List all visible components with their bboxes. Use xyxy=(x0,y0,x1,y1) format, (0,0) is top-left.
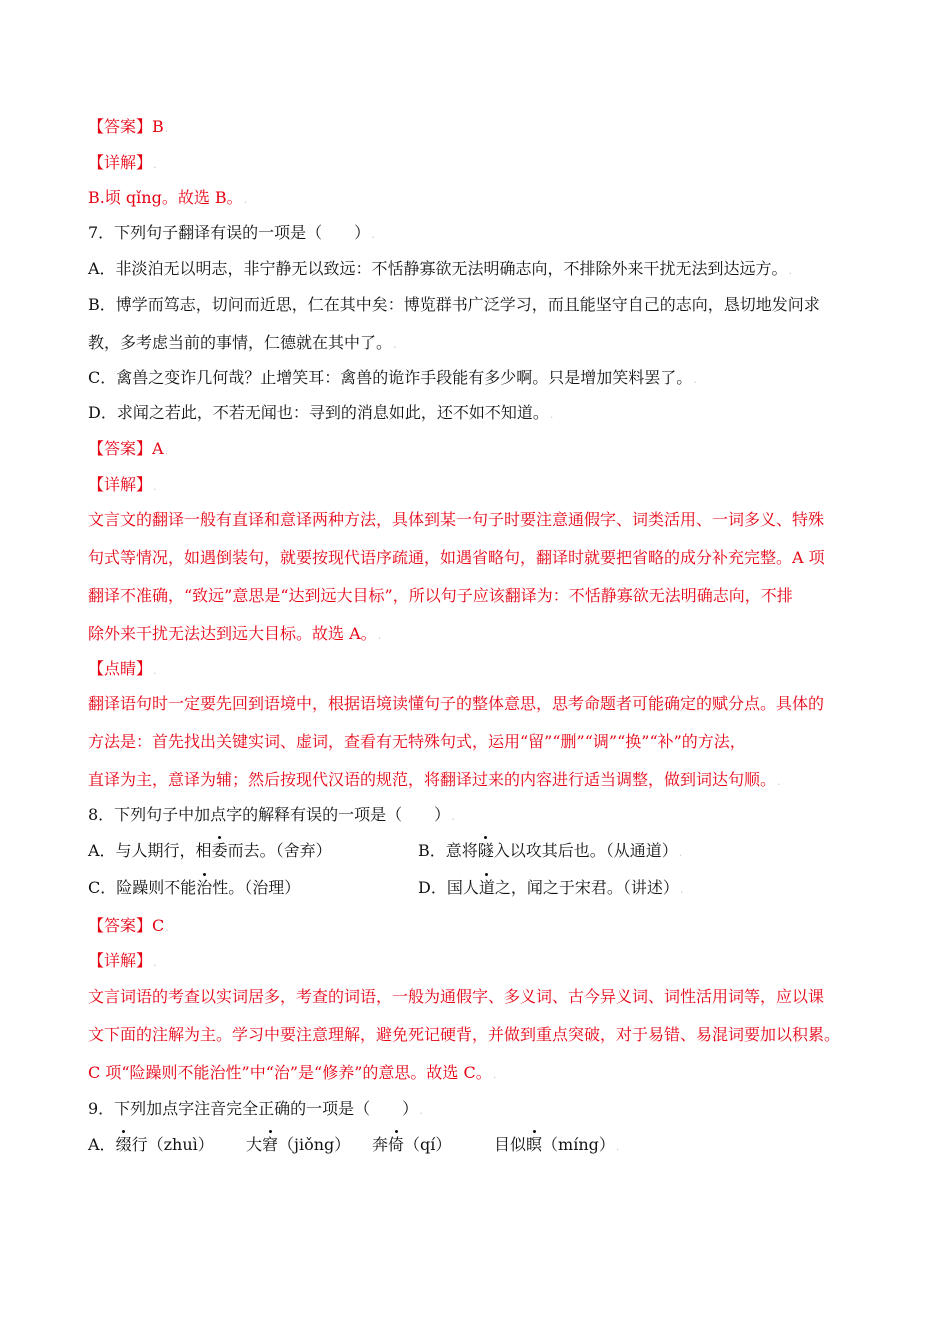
option-label: A． xyxy=(88,1135,116,1154)
answer-label: 【答案】 xyxy=(88,439,153,458)
detail-label: 【详解】 xyxy=(88,475,153,494)
dotted-char: 缀 xyxy=(115,1135,132,1154)
detail-text: 翻译不准确，“致远”意思是“达到远大目标”，所以句子应该翻译为：不恬静寡欲无法明确志向，不排 xyxy=(88,586,793,605)
q8-stem: 8．下列句子中加点字的解释有误的一项是（ ）. xyxy=(88,805,455,824)
question-text: 8．下列句子中加点字的解释有误的一项是（ ） xyxy=(88,805,451,824)
option-text: B．意将 xyxy=(418,841,478,860)
option-text: 入以攻其后也。（从通道） xyxy=(493,841,678,860)
dotted-char: 倚 xyxy=(388,1135,405,1154)
q7-option-a: A．非淡泊无以明志，非宁静无以致远：不恬静寡欲无法明确志向，不排除外来干扰无法到达远方。. xyxy=(88,259,793,278)
answer-label: 【答案】 xyxy=(88,916,153,935)
dotted-char: 治 xyxy=(196,878,213,897)
q8-detail-line: C 项“险躁则不能治性”中“治”是“修养”的意思。故选 C。. xyxy=(88,1063,497,1082)
dotted-char: 瞑 xyxy=(526,1135,543,1154)
q7-detail-line xyxy=(88,585,793,607)
tip-text: 方法是：首先找出关键实词、虚词，查看有无特殊句式，运用“留”“删”“调”“换”“补”的方法， xyxy=(88,732,746,751)
detail-text: B.顷 qǐng。故选 B。 xyxy=(88,188,243,207)
q7-tip-line xyxy=(88,731,746,753)
q9-option-a-word3 xyxy=(372,1134,451,1156)
answer-value: B xyxy=(152,117,164,136)
q9-option-a-word2 xyxy=(246,1134,350,1156)
q7-detail-label: 【详解】. xyxy=(88,475,157,494)
option-text: C．禽兽之变诈几何哉？止增笑耳：禽兽的诡诈手段能有多少啊。只是增加笑料罢了。 xyxy=(88,368,693,387)
q7-tip-line xyxy=(88,693,824,715)
option-text: 性。（治理） xyxy=(212,878,301,897)
q7-option-b-line2: 教，多考虑当前的事情，仁德就在其中了。. xyxy=(88,333,397,352)
option-text: D．国人 xyxy=(418,878,479,897)
question-text: 7．下列句子翻译有误的一项是（ ） xyxy=(88,223,371,242)
detail-text: 文下面的注解为主。学习中要注意理解，避免死记硬背，并做到重点突破，对于易错、易混词要加以积累。 xyxy=(88,1025,841,1044)
option-text: A．与人期行，相 xyxy=(88,841,212,860)
answer-value: C xyxy=(152,916,165,935)
option-text: （jiǒng） xyxy=(278,1135,351,1154)
q7-tip-line: 直译为主，意译为辅；然后按现代汉语的规范，将翻译过来的内容进行适当调整，做到词达句顺。. xyxy=(88,770,781,789)
q7-detail-line xyxy=(88,509,824,531)
q7-stem: 7．下列句子翻译有误的一项是（ ）. xyxy=(88,223,375,242)
detail-label: 【详解】 xyxy=(88,951,153,970)
option-text: A．非淡泊无以明志，非宁静无以致远：不恬静寡欲无法明确志向，不排除外来干扰无法到达远方。 xyxy=(88,259,788,278)
q8-detail-line xyxy=(88,986,824,1008)
q8-option-c xyxy=(88,877,300,899)
q8-detail-label: 【详解】. xyxy=(88,951,157,970)
q6-detail: B.顷 qǐng。故选 B。. xyxy=(88,188,248,207)
q9-option-a-word4: 目似瞑（míng）. xyxy=(494,1135,620,1154)
tip-text: 翻译语句时一定要先回到语境中，根据语境读懂句子的整体意思，思考命题者可能确定的赋分点。具体的 xyxy=(88,694,825,713)
dotted-char: 道 xyxy=(478,878,495,897)
q7-detail-line xyxy=(88,547,825,569)
q7-answer: 【答案】A. xyxy=(88,439,169,458)
dotted-char: 窘 xyxy=(262,1135,279,1154)
tip-label: 【点睛】 xyxy=(88,659,153,678)
option-text: 之，闻之于宋君。（讲述） xyxy=(494,878,679,897)
option-text: D．求闻之若此，不若无闻也：寻到的消息如此，还不如不知道。 xyxy=(88,403,549,422)
option-text: 而去。（舍弃） xyxy=(227,841,332,860)
q8-option-a xyxy=(88,840,332,862)
q8-detail-line xyxy=(88,1024,840,1046)
option-text: 大 xyxy=(246,1135,263,1154)
option-text: C．险躁则不能 xyxy=(88,878,197,897)
q7-option-d: D．求闻之若此，不若无闻也：寻到的消息如此，还不如不知道。. xyxy=(88,403,554,422)
q6-answer: 【答案】B. xyxy=(88,117,169,136)
q7-option-b-line1 xyxy=(88,294,820,316)
option-text: （qí） xyxy=(404,1135,452,1154)
answer-label: 【答案】 xyxy=(88,117,153,136)
detail-text: 文言词语的考查以实词居多，考查的词语，一般为通假字、多义词、古今异义词、词性活用词等，应以课 xyxy=(88,987,825,1006)
dotted-char: 委 xyxy=(211,841,228,860)
question-text: 9．下列加点字注音完全正确的一项是（ ） xyxy=(88,1099,419,1118)
q6-detail-label: 【详解】. xyxy=(88,153,157,172)
answer-value: A xyxy=(152,439,164,458)
q7-tip-label: 【点睛】. xyxy=(88,659,157,678)
q7-detail-line: 除外来干扰无法达到远大目标。故选 A。. xyxy=(88,624,382,643)
detail-text: 句式等情况，如遇倒装句，就要按现代语序疏通，如遇省略句，翻译时就要把省略的成分补充完整。A 项 xyxy=(88,548,825,567)
detail-text: 除外来干扰无法达到远大目标。故选 A。 xyxy=(88,624,377,643)
option-text: （míng） xyxy=(542,1135,615,1154)
q9-stem: 9．下列加点字注音完全正确的一项是（ ）. xyxy=(88,1099,423,1118)
q8-option-b: B．意将隧入以攻其后也。（从通道）. xyxy=(418,841,683,860)
detail-text: 文言文的翻译一般有直译和意译两种方法，具体到某一句子时要注意通假字、词类活用、一词多义、特殊 xyxy=(88,510,825,529)
detail-label: 【详解】 xyxy=(88,153,153,172)
option-text: B．博学而笃志，切问而近思，仁在其中矣：博览群书广泛学习，而且能坚守自己的志向，恳切地发问求 xyxy=(88,295,820,314)
tip-text: 直译为主，意译为辅；然后按现代汉语的规范，将翻译过来的内容进行适当调整，做到词达句顺。 xyxy=(88,770,777,789)
option-text: 行（zhuì） xyxy=(131,1135,214,1154)
dotted-char: 隧 xyxy=(477,841,494,860)
q8-answer: 【答案】C. xyxy=(88,916,169,935)
option-text: 目似 xyxy=(494,1135,527,1154)
option-text: 奔 xyxy=(372,1135,389,1154)
detail-text: C 项“险躁则不能治性”中“治”是“修养”的意思。故选 C。 xyxy=(88,1063,492,1082)
q7-option-c: C．禽兽之变诈几何哉？止增笑耳：禽兽的诡诈手段能有多少啊。只是增加笑料罢了。. xyxy=(88,368,697,387)
q9-option-a xyxy=(88,1134,214,1156)
q8-option-d: D．国人道之，闻之于宋君。（讲述）. xyxy=(418,878,684,897)
option-text: 教，多考虑当前的事情，仁德就在其中了。 xyxy=(88,333,393,352)
